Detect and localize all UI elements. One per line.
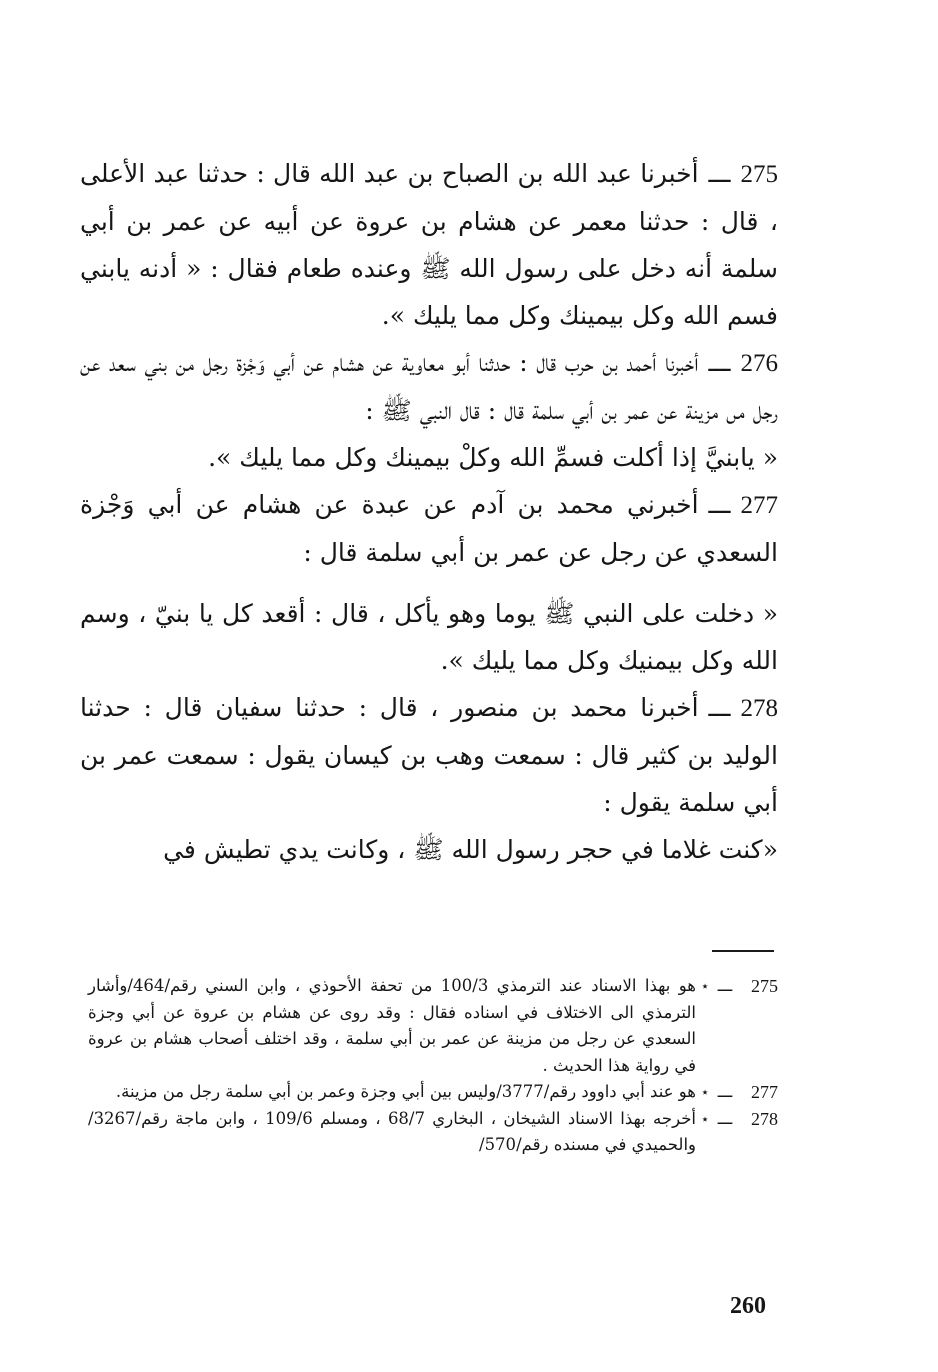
hadith-278-quote: «كنت غلاما في حجر رسول الله ﷺ ، وكانت يدي تطيش في [163, 835, 778, 864]
footnote-text: أخرجه بهذا الاسناد الشيخان ، البخاري 68/7 ، ومسلم 109/6 ، وابن ماجة رقم/3267/والحميدي في مسنده رقم/570/ [88, 1108, 696, 1154]
hadith-dash: ـــ [708, 348, 731, 377]
footnote-278 [88, 1106, 778, 1159]
hadith-number: 278 [740, 695, 778, 722]
hadith-number: 276 [740, 350, 778, 377]
footnote-275 [88, 973, 778, 1079]
footnote-dash: ـــ [717, 976, 733, 995]
hadith-number: 277 [740, 492, 778, 519]
footnote-star-icon: ٭ [701, 979, 709, 993]
hadith-278 [80, 684, 778, 826]
hadith-text: أخبرني محمد بن آدم عن عبدة عن هشام عن أبي وَجْزة السعدي عن رجل عن عمر بن أبي سلمة قال : [80, 490, 778, 567]
hadith-dash: ـــ [708, 159, 731, 188]
footnote-text: هو بهذا الاسناد عند الترمذي 100/3 من تحفة الأحوذي ، وابن السني رقم/464/وأشار الترمذي الى الاختلاف في اسناده فقال : وقد روى عن هشام بن عروة عن أبي وجزة السعدي عن رجل من مزينة عن عمر بن أبي سلمة ، وقد اختلف أصحاب هشام بن عروة في رواية هذا الحديث . [88, 976, 696, 1075]
footnotes [88, 973, 778, 1159]
footnote-divider [712, 950, 774, 952]
footnote-number: 278 [751, 1108, 778, 1129]
footnote-277 [88, 1079, 778, 1106]
hadith-277 [80, 481, 778, 576]
hadith-text: أخبرنا عبد الله بن الصباح بن عبد الله قال : حدثنا عبد الأعلى ، قال : حدثنا معمر عن هشام بن عروة عن أبيه عن عمر بن أبي سلمة أنه دخل على رسول الله ﷺ وعنده طعام فقال : « أدنه يابني فسم الله وكل بيمينك وكل مما يليك ». [80, 159, 778, 330]
footnote-star-icon: ٭ [701, 1111, 709, 1126]
footnote-dash: ـــ [717, 1108, 733, 1128]
hadith-text: أخبرنا محمد بن منصور ، قال : حدثنا سفيان قال : حدثنا الوليد بن كثير قال : سمعت وهب بن كيسان يقول : سمعت عمر بن أبي سلمة يقول : [80, 693, 778, 817]
main-text [80, 150, 778, 873]
hadith-dash: ـــ [708, 490, 731, 519]
hadith-number: 275 [740, 161, 778, 188]
hadith-dash: ـــ [708, 693, 731, 722]
footnote-text: هو عند أبي داوود رقم/3777/وليس بين أبي وجزة وعمر بن أبي سلمة رجل من مزينة. [115, 1082, 696, 1101]
footnote-dash: ـــ [717, 1082, 733, 1101]
hadith-277-quote: « دخلت على النبي ﷺ يوما وهو يأكل ، قال : أقعد كل يا بنيّ ، وسم الله وكل بيمنيك وكل مما يليك ». [80, 599, 778, 675]
hadith-276-quote: « يابنيَّ إذا أكلت فسمِّ الله وكلْ بيمينك وكل مما يليك ». [208, 443, 778, 472]
hadith-text: أخبرنا أحمد بن حرب قال : حدثنا أبو معاوية عن هشام عن أبي وَجْزة رجل من بني سعد عن رجل مں مزينة عن عمر بن أبي سلمة قال : قال النبي ﷺ : [80, 348, 778, 425]
hadith-275 [80, 150, 778, 339]
page-number: 260 [730, 1293, 766, 1319]
hadith-276 [80, 339, 778, 434]
footnote-star-icon: ٭ [701, 1085, 709, 1099]
footnote-number: 275 [751, 976, 778, 996]
footnote-number: 277 [751, 1082, 778, 1102]
